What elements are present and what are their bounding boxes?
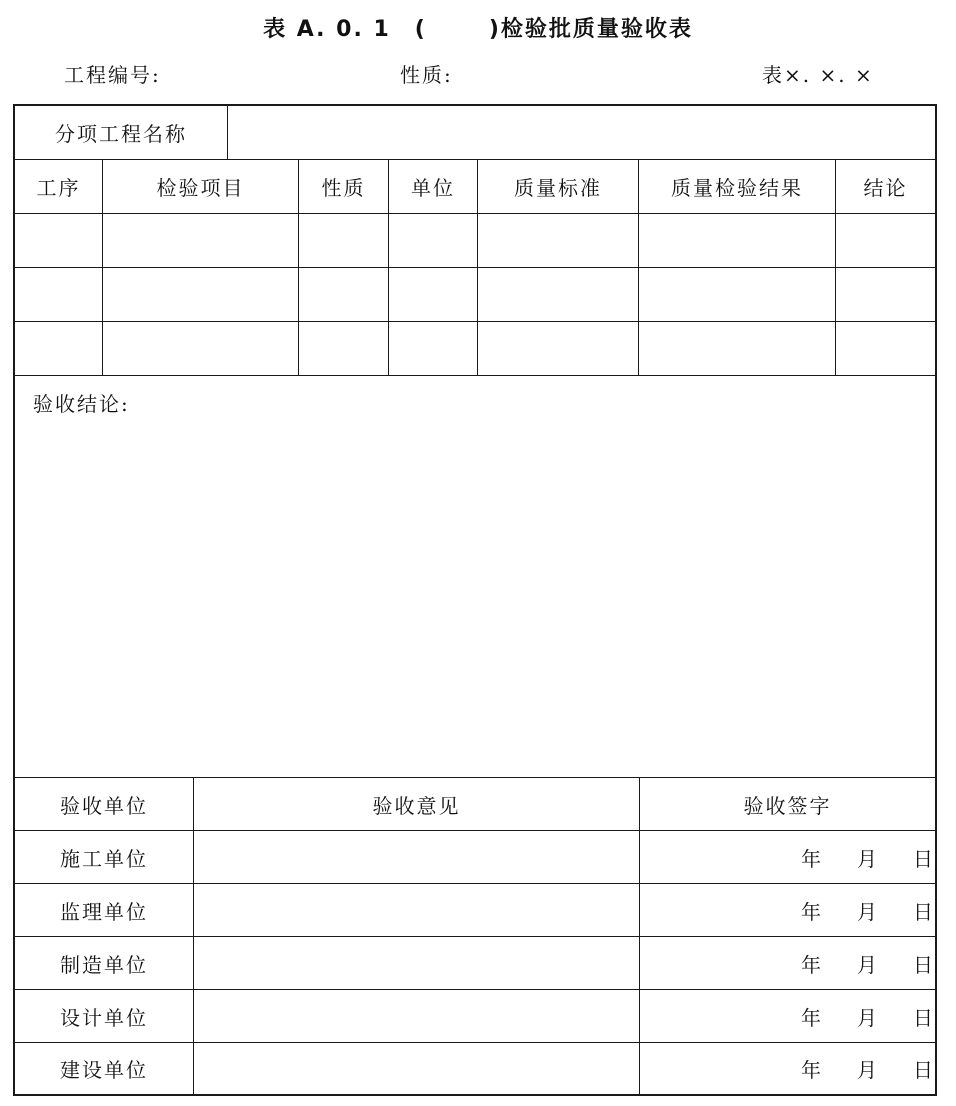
opinion-field-construction[interactable] <box>194 831 640 883</box>
opinion-field-owner[interactable] <box>194 1043 640 1094</box>
signature-date-owner[interactable] <box>640 1043 935 1094</box>
row-standard-cell[interactable] <box>478 268 639 321</box>
row-process-cell[interactable] <box>15 214 103 267</box>
day-label: 日 <box>913 1005 933 1030</box>
project-number-label: 工程编号: <box>64 63 161 87</box>
header-acceptance-signature: 验收签字 <box>743 793 832 818</box>
header-acceptance-opinion: 验收意见 <box>194 778 640 830</box>
opinion-field-supervision[interactable] <box>194 884 640 936</box>
form-title-part2: )检验批质量验收表 <box>488 17 693 42</box>
signature-date-construction[interactable] <box>640 831 935 883</box>
signature-date-design[interactable] <box>640 990 935 1042</box>
row-standard-cell[interactable] <box>478 214 639 267</box>
row-conclusion-cell[interactable] <box>836 268 935 321</box>
header-acceptance-unit: 验收单位 <box>15 778 194 830</box>
row-process-cell[interactable] <box>15 268 103 321</box>
header-conclusion: 结论 <box>863 176 908 200</box>
subproject-name-field[interactable] <box>228 106 935 159</box>
acceptance-row-design <box>15 990 935 1043</box>
row-standard-cell[interactable] <box>478 322 639 375</box>
row-conclusion-cell[interactable] <box>836 214 935 267</box>
header-inspection-result: 质量检验结果 <box>639 160 836 213</box>
signature-date-manufacturer[interactable] <box>640 937 935 989</box>
acceptance-header-row <box>15 778 935 831</box>
day-label: 日 <box>913 846 933 871</box>
year-label: 年 <box>801 899 821 924</box>
row-result-cell[interactable] <box>639 322 836 375</box>
inspection-row <box>15 268 935 322</box>
acceptance-row-supervision <box>15 884 935 937</box>
row-unit-cell[interactable] <box>389 214 478 267</box>
row-process-cell[interactable] <box>15 322 103 375</box>
acceptance-row-owner <box>15 1043 935 1094</box>
acceptance-conclusion-label: 验收结论: <box>33 392 130 416</box>
header-process: 工序 <box>15 160 103 213</box>
day-label: 日 <box>913 1058 933 1082</box>
unit-label-design: 设计单位 <box>15 990 194 1042</box>
inspection-row <box>15 322 935 376</box>
nature-label: 性质: <box>400 63 453 87</box>
month-label: 月 <box>857 846 877 871</box>
header-quality-standard: 质量标准 <box>478 160 639 213</box>
acceptance-conclusion-area[interactable] <box>15 376 935 778</box>
header-nature: 性质 <box>299 160 389 213</box>
row-nature-cell[interactable] <box>299 268 389 321</box>
inspection-header-row <box>15 160 935 214</box>
acceptance-row-manufacturer <box>15 937 935 990</box>
form-title-part1: 表 A. 0. 1 ( <box>263 17 427 42</box>
month-label: 月 <box>857 899 877 924</box>
month-label: 月 <box>857 952 877 977</box>
row-conclusion-cell[interactable] <box>836 322 935 375</box>
form-title <box>0 12 956 48</box>
acceptance-row-construction <box>15 831 935 884</box>
year-label: 年 <box>801 952 821 977</box>
row-nature-cell[interactable] <box>299 322 389 375</box>
year-label: 年 <box>801 1005 821 1030</box>
row-item-cell[interactable] <box>103 322 299 375</box>
row-unit-cell[interactable] <box>389 322 478 375</box>
subproject-name-label: 分项工程名称 <box>15 106 228 159</box>
header-unit: 单位 <box>389 160 478 213</box>
row-result-cell[interactable] <box>639 268 836 321</box>
unit-label-supervision: 监理单位 <box>15 884 194 936</box>
table-number: 表×. ×. × <box>762 63 874 87</box>
row-unit-cell[interactable] <box>389 268 478 321</box>
inspection-row <box>15 214 935 268</box>
opinion-field-design[interactable] <box>194 990 640 1042</box>
opinion-field-manufacturer[interactable] <box>194 937 640 989</box>
day-label: 日 <box>913 952 933 977</box>
day-label: 日 <box>913 899 933 924</box>
signature-date-supervision[interactable] <box>640 884 935 936</box>
inspection-form <box>13 104 937 1096</box>
subproject-row <box>15 106 935 160</box>
year-label: 年 <box>801 846 821 871</box>
row-nature-cell[interactable] <box>299 214 389 267</box>
unit-label-owner: 建设单位 <box>15 1043 194 1094</box>
row-item-cell[interactable] <box>103 268 299 321</box>
unit-label-manufacturer: 制造单位 <box>15 937 194 989</box>
header-inspection-item: 检验项目 <box>103 160 299 213</box>
row-result-cell[interactable] <box>639 214 836 267</box>
month-label: 月 <box>857 1058 877 1082</box>
month-label: 月 <box>857 1005 877 1030</box>
unit-label-construction: 施工单位 <box>15 831 194 883</box>
year-label: 年 <box>801 1058 821 1082</box>
row-item-cell[interactable] <box>103 214 299 267</box>
